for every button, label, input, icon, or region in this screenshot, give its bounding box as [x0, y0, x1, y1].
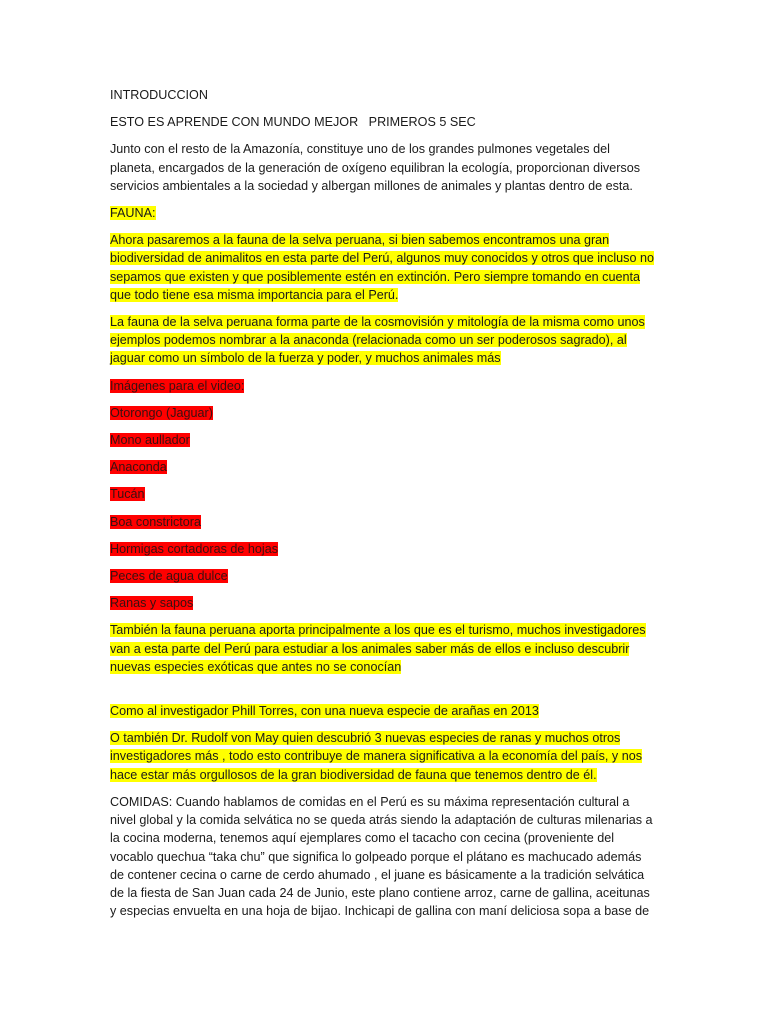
fauna-title [110, 204, 658, 222]
animal-item-1: Otorongo (Jaguar) [110, 405, 213, 420]
fauna-paragraph-2 [110, 313, 658, 368]
fauna-paragraph-3 [110, 621, 658, 676]
animal-item-8: Ranas y sapos [110, 596, 194, 611]
list-item [110, 594, 658, 612]
list-item [110, 513, 658, 531]
animal-item-2: Mono aullador [110, 433, 190, 448]
images-title-text: Imágenes para el video: [110, 378, 245, 393]
doc-subheading [110, 113, 658, 131]
fauna-text-1: Ahora pasaremos a la fauna de la selva peruana, si bien sabemos encontramos una gran biodiversidad de animalitos en esta parte del Perú, algunos muy conocidos y otros que incluso no sepamos que existen y que posiblemente estén en extinción. Pero siempre tomando en cuenta que todo tiene esa misma importancia para el Perú. [110, 233, 654, 302]
intro-text: Junto con el resto de la Amazonía, constituye uno de los grandes pulmones vegetales del planeta, encargados de la generación de oxígeno equilibran la ecología, proporcionan diversos servicios ambientales a la sociedad y albergan millones de animales y plantas dentro de esta. [110, 142, 641, 193]
fauna-paragraph-5 [110, 729, 658, 784]
fauna-paragraph-1 [110, 231, 658, 304]
list-item [110, 485, 658, 503]
images-title [110, 377, 658, 395]
fauna-paragraph-4 [110, 702, 658, 720]
list-item [110, 567, 658, 585]
animal-item-6: Hormigas cortadoras de hojas [110, 541, 278, 556]
doc-heading [110, 86, 658, 104]
blank-line [110, 685, 658, 702]
comidas-paragraph [110, 793, 658, 920]
list-item [110, 431, 658, 449]
fauna-text-2: La fauna de la selva peruana forma parte de la cosmovisión y mitología de la misma como unos ejemplos podemos nombrar a la anaconda (relacionada como un ser poderosos sagrado), al jaguar como un símbolo de la fuerza y poder, y muchos animales más [110, 315, 645, 366]
fauna-title-text: FAUNA: [110, 206, 156, 221]
fauna-text-5: O también Dr. Rudolf von May quien descubrió 3 nuevas especies de ranas y muchos otros investigadores más , todo esto contribuye de manera significativa a la economía del país, y nos hace estar más orgullosos de la gran biodiversidad de fauna que tenemos dentro de él. [110, 731, 643, 782]
fauna-text-4: Como al investigador Phill Torres, con una nueva especie de arañas en 2013 [110, 704, 539, 719]
list-item [110, 458, 658, 476]
fauna-text-3: También la fauna peruana aporta principalmente a los que es el turismo, muchos investigadores van a esta parte del Perú para estudiar a los animales saber más de ellos e incluso descubrir nuevas especies exóticas que antes no se conocían [110, 623, 646, 674]
doc-subheading-text: ESTO ES APRENDE CON MUNDO MEJOR PRIMEROS 5 SEC [110, 115, 476, 130]
doc-heading-text: INTRODUCCION [110, 88, 208, 102]
intro-paragraph [110, 140, 658, 195]
comidas-text: COMIDAS: Cuando hablamos de comidas en el Perú es su máxima representación cultural a nivel global y la comida selvática no se queda atrás siendo la adaptación de culturas milenarias a la cocina moderna, tenemos aquí ejemplares como el tacacho con cecina (proveniente del vocablo quechua “taka chu” que significa lo golpeado porque el plátano es machucado además de contener cecina o carne de cerdo ahumado , el juane es básicamente a la tradición selvática de la fiesta de San Juan cada 24 de Junio, este plano contiene arroz, carne de gallina, aceitunas y especias envuelta en una hoja de bijao. Inchicapi de gallina con maní deliciosa sopa a base de [110, 794, 653, 919]
list-item [110, 404, 658, 422]
list-item [110, 540, 658, 558]
animal-item-7: Peces de agua dulce [110, 569, 228, 584]
animal-item-4: Tucán [110, 487, 145, 502]
animal-item-3: Anaconda [110, 460, 167, 475]
animal-item-5: Boa constrictora [110, 514, 201, 529]
